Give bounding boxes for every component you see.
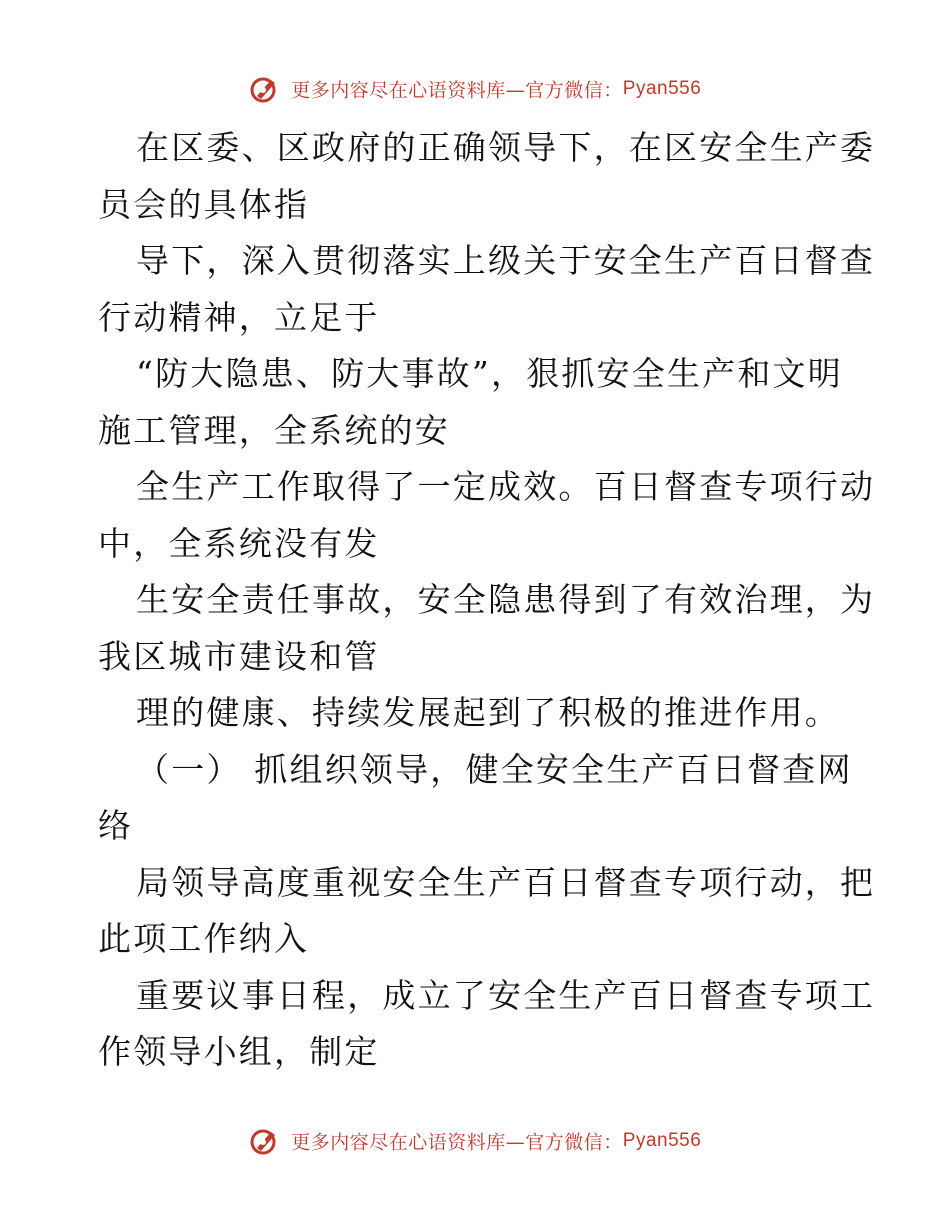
- text-line: “防大隐患、防大事故”，狠抓安全生产和文明: [136, 354, 843, 393]
- text-line: 导下，深入贯彻落实上级关于安全生产百日督查: [136, 241, 876, 280]
- text-line: 在区委、区政府的正确领导下，在区安全生产委: [136, 128, 876, 167]
- text-line: 理的健康、持续发展起到了积极的推进作用。: [136, 693, 840, 732]
- watermark-header: [0, 74, 950, 104]
- text-line: 全生产工作取得了一定成效。百日督查专项行动: [136, 467, 876, 506]
- pen-logo-icon: [249, 1126, 279, 1156]
- text-line: 局领导高度重视安全生产百日督查专项行动，把: [136, 862, 876, 902]
- text-line: 中，全系统没有发: [98, 523, 380, 563]
- watermark-id: Pyan556: [622, 1130, 702, 1151]
- text-line: 我区城市建设和管: [98, 636, 380, 676]
- text-line: 生安全责任事故，安全隐患得到了有效治理，为: [136, 580, 876, 619]
- watermark-id: Pyan556: [622, 78, 702, 99]
- watermark-footer: [0, 1126, 950, 1156]
- watermark-text: 更多内容尽在心语资料库—官方微信：: [291, 79, 623, 102]
- document-body: [98, 120, 876, 1081]
- text-line: 作领导小组，制定: [98, 1032, 380, 1071]
- text-line: 此项工作纳入: [98, 919, 310, 958]
- text-line: 重要议事日程，成立了安全生产百日督查专项工: [136, 975, 876, 1015]
- watermark-text: 更多内容尽在心语资料库—官方微信：: [291, 1131, 623, 1154]
- text-line: 施工管理，全系统的安: [98, 410, 450, 450]
- section-heading: （一） 抓组织领导，健全安全生产百日督查网: [136, 749, 853, 789]
- text-line: 员会的具体指: [98, 184, 310, 224]
- section-heading-continued: 络: [98, 806, 134, 845]
- text-line: 行动精神，立足于: [98, 297, 380, 337]
- pen-logo-icon: [249, 74, 279, 104]
